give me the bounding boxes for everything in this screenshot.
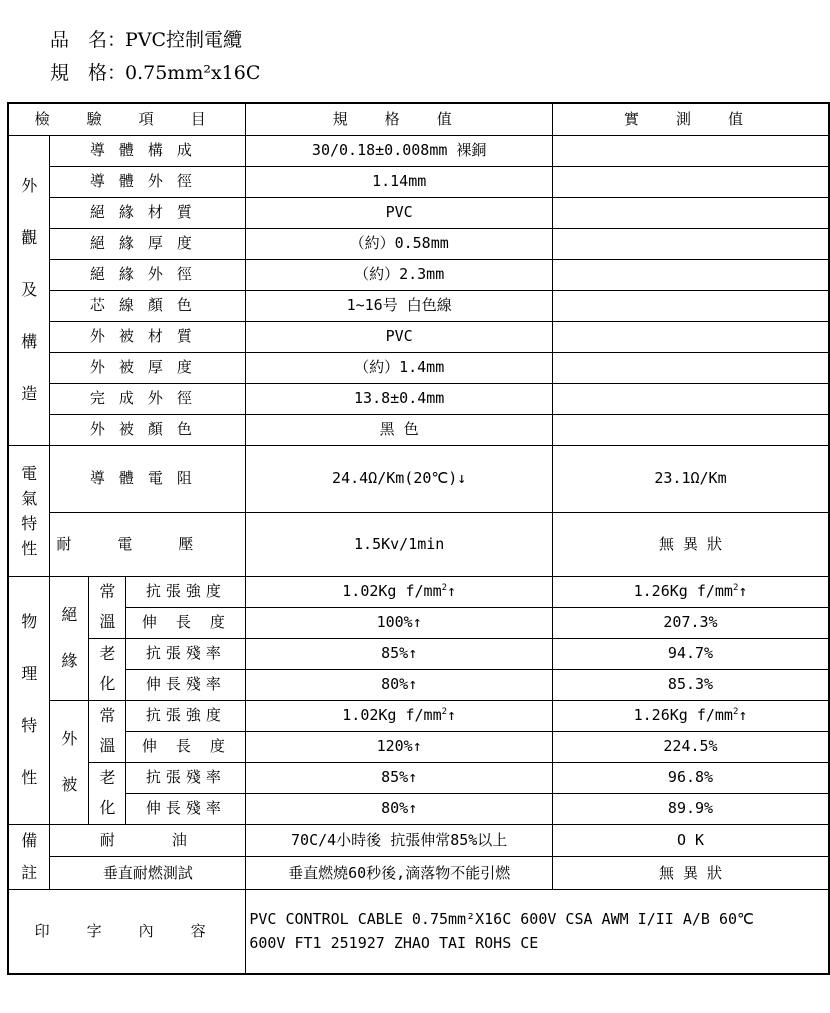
table-row bbox=[8, 135, 829, 166]
spec-value: 垂直燃燒60秒後,滴落物不能引燃 bbox=[246, 857, 553, 890]
measured-value: 96.8% bbox=[553, 762, 829, 793]
spec-value: 0.75mm²x16C bbox=[125, 62, 261, 84]
col-header-measured: 實 測 值 bbox=[553, 103, 829, 135]
item-label: 抗張強度 bbox=[126, 576, 246, 607]
spec-value: 120%↑ bbox=[246, 731, 553, 762]
table-row bbox=[8, 857, 829, 890]
measured-value bbox=[553, 259, 829, 290]
spec-value: 100%↑ bbox=[246, 607, 553, 638]
spec-value: PVC bbox=[246, 197, 553, 228]
measured-value: 89.9% bbox=[553, 793, 829, 824]
item-label: 外被厚度 bbox=[50, 352, 246, 383]
product-name-key: 品 名： bbox=[50, 29, 127, 51]
spec-value: 1.14mm bbox=[246, 166, 553, 197]
spec-value: 24.4Ω/Km(20℃)↓ bbox=[246, 445, 553, 512]
table-row bbox=[8, 445, 829, 512]
item-label: 絕緣厚度 bbox=[50, 228, 246, 259]
table-row bbox=[8, 607, 829, 638]
spec-value: 13.8±0.4mm bbox=[246, 383, 553, 414]
spec-value: 85%↑ bbox=[246, 638, 553, 669]
item-label: 完成外徑 bbox=[50, 383, 246, 414]
col-header-item: 檢 驗 項 目 bbox=[8, 103, 246, 135]
table-row bbox=[8, 383, 829, 414]
table-row bbox=[8, 321, 829, 352]
table-row bbox=[8, 228, 829, 259]
item-label: 抗張殘率 bbox=[126, 762, 246, 793]
spec-value: 1.02Kg $f/mm^2↑$ bbox=[246, 576, 553, 607]
measured-value: 1.26Kg $f/mm^2↑$ bbox=[553, 700, 829, 731]
item-label: 耐電壓 bbox=[50, 512, 246, 576]
subgroup-sheath: 外被 bbox=[50, 700, 89, 824]
table-row bbox=[8, 259, 829, 290]
measured-value: 85.3% bbox=[553, 669, 829, 700]
table-row bbox=[8, 512, 829, 576]
printing-line-1: PVC CONTROL CABLE 0.75mm²X16C 600V CSA AWM I/II A/B 60℃ bbox=[249, 910, 754, 929]
table-row bbox=[8, 576, 829, 607]
table-row bbox=[8, 166, 829, 197]
product-name-line bbox=[50, 25, 242, 52]
printing-row bbox=[8, 889, 829, 974]
spec-value: 1.02Kg $f/mm^2↑$ bbox=[246, 700, 553, 731]
group-appearance: 外觀及構造 bbox=[8, 135, 50, 445]
measured-value bbox=[553, 383, 829, 414]
measured-value bbox=[553, 228, 829, 259]
item-label: 伸 長 度 bbox=[126, 731, 246, 762]
measured-value bbox=[553, 197, 829, 228]
measured-value bbox=[553, 352, 829, 383]
measured-value: 無 異 狀 bbox=[553, 857, 829, 890]
item-label: 芯線顏色 bbox=[50, 290, 246, 321]
condition-aging: 老化 bbox=[89, 762, 126, 824]
table-row bbox=[8, 290, 829, 321]
spec-value: 1~16号 白色線 bbox=[246, 290, 553, 321]
table-row bbox=[8, 669, 829, 700]
table-header-row bbox=[8, 103, 829, 135]
item-label: 耐 油 bbox=[50, 824, 246, 857]
printing-content bbox=[246, 889, 829, 974]
table-row bbox=[8, 414, 829, 445]
item-label: 垂直耐燃測試 bbox=[50, 857, 246, 890]
spec-value: （約）2.3mm bbox=[246, 259, 553, 290]
table-row bbox=[8, 793, 829, 824]
item-label: 導體電阻 bbox=[50, 445, 246, 512]
condition-normal-temp: 常溫 bbox=[89, 700, 126, 762]
measured-value bbox=[553, 166, 829, 197]
measured-value bbox=[553, 414, 829, 445]
measured-value bbox=[553, 135, 829, 166]
measured-value: 無 異 狀 bbox=[553, 512, 829, 576]
spec-value: 30/0.18±0.008mm 裸銅 bbox=[246, 135, 553, 166]
item-label: 抗張強度 bbox=[126, 700, 246, 731]
measured-value bbox=[553, 321, 829, 352]
item-label: 外被顏色 bbox=[50, 414, 246, 445]
spec-value: 1.5Kv/1min bbox=[246, 512, 553, 576]
group-remarks: 備註 bbox=[8, 824, 50, 889]
table-row bbox=[8, 197, 829, 228]
measured-value: O K bbox=[553, 824, 829, 857]
table-row bbox=[8, 762, 829, 793]
item-label: 絕緣外徑 bbox=[50, 259, 246, 290]
spec-value: （約）0.58mm bbox=[246, 228, 553, 259]
item-label: 伸長殘率 bbox=[126, 669, 246, 700]
printing-label: 印 字 內 容 bbox=[8, 889, 246, 974]
item-label: 導體外徑 bbox=[50, 166, 246, 197]
spec-key: 規 格： bbox=[50, 62, 127, 84]
table-row bbox=[8, 700, 829, 731]
spec-value: 黑 色 bbox=[246, 414, 553, 445]
item-label: 抗張殘率 bbox=[126, 638, 246, 669]
group-electrical: 電氣特性 bbox=[8, 445, 50, 576]
table-row bbox=[8, 731, 829, 762]
printing-line-2: 600V FT1 251927 ZHAO TAI ROHS CE bbox=[249, 934, 539, 953]
measured-value: 94.7% bbox=[553, 638, 829, 669]
group-physical: 物理特性 bbox=[8, 576, 50, 824]
spec-value: 80%↑ bbox=[246, 669, 553, 700]
table-row bbox=[8, 352, 829, 383]
item-label: 伸 長 度 bbox=[126, 607, 246, 638]
spec-value: （約）1.4mm bbox=[246, 352, 553, 383]
measured-value bbox=[553, 290, 829, 321]
measured-value: 207.3% bbox=[553, 607, 829, 638]
condition-normal-temp: 常溫 bbox=[89, 576, 126, 638]
table-row bbox=[8, 638, 829, 669]
item-label: 絕緣材質 bbox=[50, 197, 246, 228]
item-label: 伸長殘率 bbox=[126, 793, 246, 824]
table-row bbox=[8, 824, 829, 857]
spec-value: PVC bbox=[246, 321, 553, 352]
item-label: 導體構成 bbox=[50, 135, 246, 166]
col-header-spec: 規 格 值 bbox=[246, 103, 553, 135]
measured-value: 224.5% bbox=[553, 731, 829, 762]
subgroup-insulation: 絕緣 bbox=[50, 576, 89, 700]
spec-value: 80%↑ bbox=[246, 793, 553, 824]
measured-value: 23.1Ω/Km bbox=[553, 445, 829, 512]
product-name-value: PVC控制電纜 bbox=[125, 29, 243, 51]
measured-value: 1.26Kg $f/mm^2↑$ bbox=[553, 576, 829, 607]
condition-aging: 老化 bbox=[89, 638, 126, 700]
spec-line bbox=[50, 58, 260, 85]
spec-value: 70C/4小時後 抗張伸常85%以上 bbox=[246, 824, 553, 857]
spec-value: 85%↑ bbox=[246, 762, 553, 793]
item-label: 外被材質 bbox=[50, 321, 246, 352]
inspection-table bbox=[7, 102, 830, 975]
